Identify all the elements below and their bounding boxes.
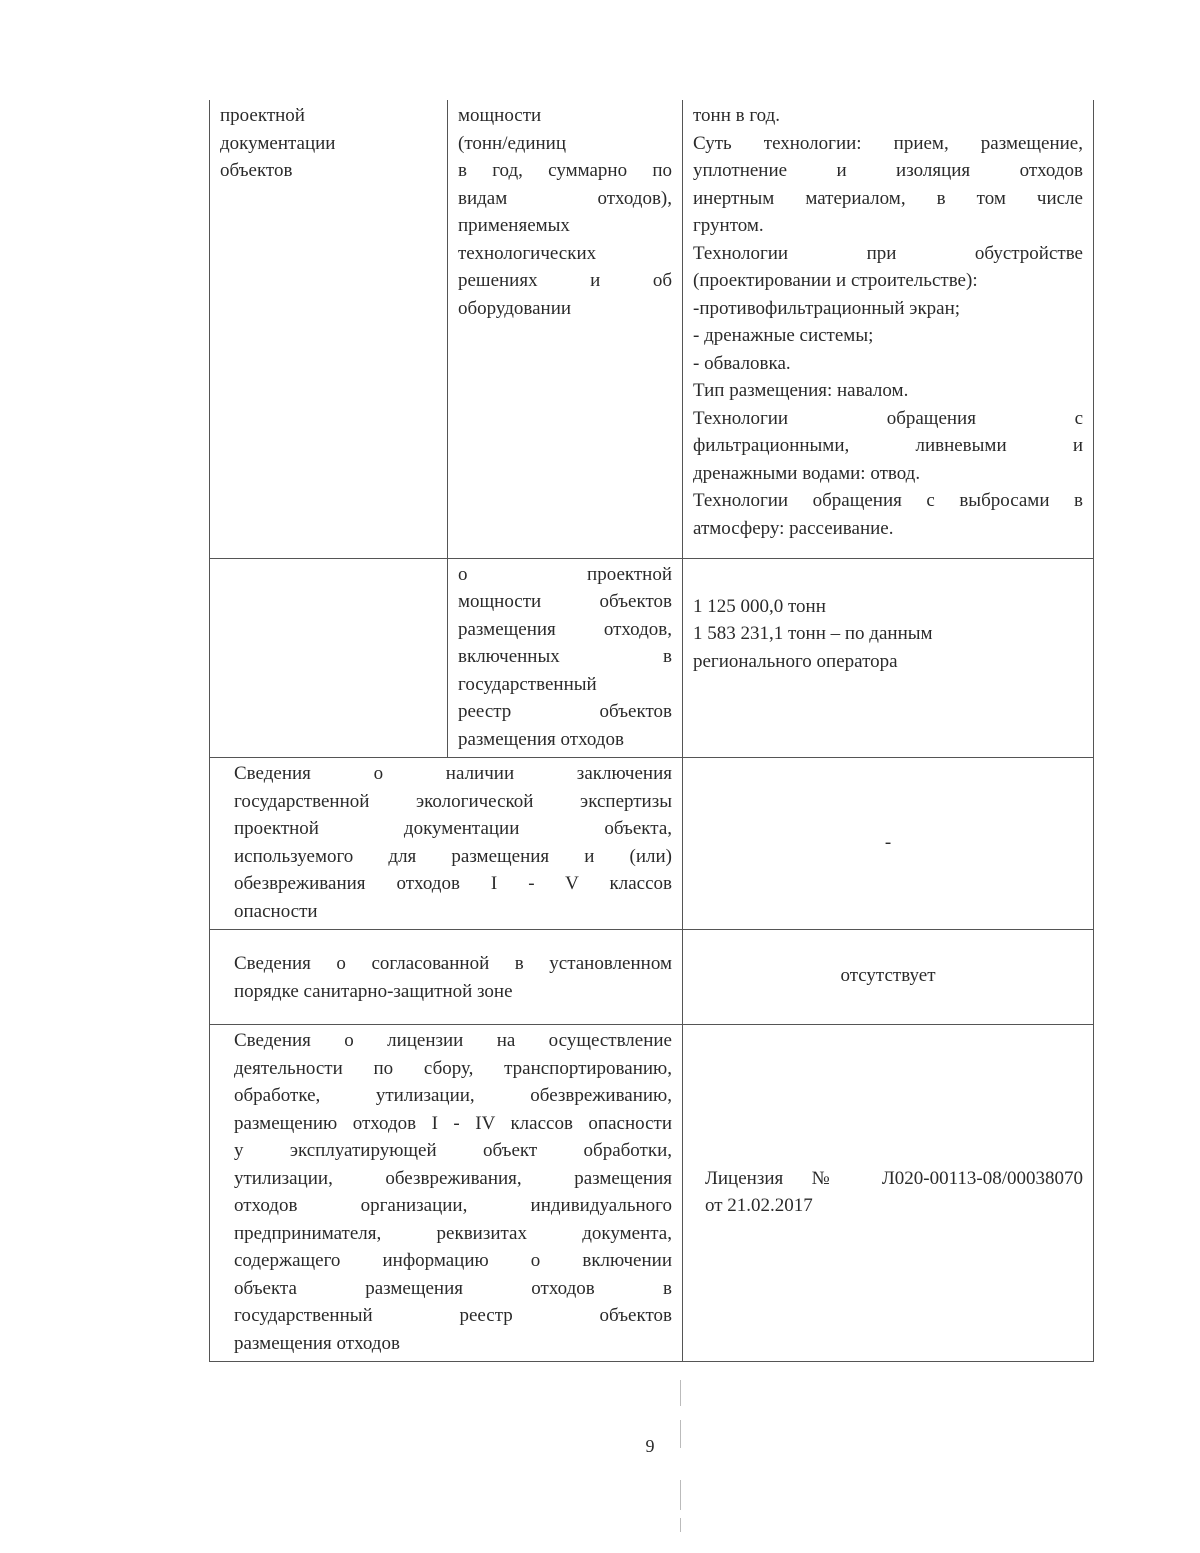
row2-col2-cell <box>448 558 683 758</box>
text-line: государственной экологической экспертизы <box>234 790 672 812</box>
text-line: объекта размещения отходов в <box>234 1277 672 1299</box>
license-number: Лицензия № Л020-00113-08/00038070 <box>705 1167 1083 1189</box>
capacity-value: 1 125 000,0 тонн <box>693 595 826 617</box>
text-line: регионального оператора <box>693 650 898 672</box>
text-line: грунтом. <box>693 215 764 236</box>
text-line: проектной <box>220 105 305 126</box>
text-line: мощности <box>458 105 542 126</box>
text-line: технологических <box>458 242 597 264</box>
text-line: (проектировании и строительстве): <box>693 270 978 291</box>
text-line: Тип размещения: навалом. <box>693 380 909 401</box>
text-line: опасности <box>234 900 318 922</box>
text-line: фильтрационными, ливневыми и <box>693 435 1083 456</box>
text-line: Технологии обращения с <box>693 407 1083 429</box>
text-line: предпринимателя, реквизитах документа, <box>234 1222 672 1244</box>
text-line: дренажными водами: отвод. <box>693 462 921 484</box>
table-row <box>210 1025 1094 1362</box>
row5-label-cell <box>210 1025 683 1362</box>
text-line: о проектной <box>458 563 672 585</box>
text-line: решениях и об <box>458 270 672 291</box>
text-line: порядке санитарно-защитной зоне <box>234 980 513 1002</box>
row1-col2-cell <box>448 100 683 558</box>
text-line: размещения отходов <box>458 728 624 750</box>
text-line: - обваловка. <box>693 352 791 374</box>
row4-label-cell <box>210 930 683 1025</box>
text-line: Сведения о лицензии на осуществление <box>234 1030 672 1051</box>
text-line: мощности объектов <box>458 591 672 612</box>
text-line: Сведения о согласованной в установленном <box>234 953 672 974</box>
row5-value-cell <box>683 1025 1094 1362</box>
text-line: деятельности по сбору, транспортированию, <box>234 1057 672 1079</box>
expertise-value: - <box>884 831 892 853</box>
table-row <box>210 930 1094 1025</box>
table-row <box>210 558 1094 758</box>
text-line: видам отходов), <box>458 187 672 209</box>
table-row <box>210 100 1094 558</box>
text-line: используемого для размещения и (или) <box>234 845 672 867</box>
text-line: Суть технологии: прием, размещение, <box>693 132 1083 154</box>
text-line: реестр объектов <box>458 701 672 722</box>
text-line: включенных в <box>458 646 672 667</box>
row3-value-cell <box>683 758 1094 930</box>
text-line: Технологии при обустройстве <box>693 242 1083 264</box>
text-line: размещения отходов, <box>458 618 672 640</box>
text-line: объектов <box>220 160 293 181</box>
waste-facility-table <box>209 100 1094 1362</box>
row1-col1-cell <box>210 100 448 558</box>
scan-artifact <box>680 1480 681 1510</box>
table-row <box>210 758 1094 930</box>
text-line: государственный реестр объектов <box>234 1305 672 1326</box>
sanitary-zone-value: отсутствует <box>840 965 936 987</box>
text-line: атмосферу: рассеивание. <box>693 517 894 539</box>
text-line: документации <box>220 132 336 154</box>
text-line: - дренажные системы; <box>693 325 874 346</box>
text-line: тонн в год. <box>693 105 781 126</box>
scan-artifact <box>680 1518 681 1532</box>
text-line: обезвреживания отходов I - V классов <box>234 873 672 894</box>
scan-artifact <box>680 1420 681 1448</box>
text-line: утилизации, обезвреживания, размещения <box>234 1167 672 1189</box>
text-line: Сведения о наличии заключения <box>234 763 672 784</box>
row2-col3-cell <box>683 558 1094 758</box>
text-line: в год, суммарно по <box>458 160 672 181</box>
license-date: от 21.02.2017 <box>705 1195 813 1216</box>
text-line: -противофильтрационный экран; <box>693 297 961 319</box>
text-line: размещению отходов I - IV классов опасности <box>234 1112 672 1134</box>
text-line: применяемых <box>458 215 570 236</box>
text-line: содержащего информацию о включении <box>234 1250 672 1271</box>
text-line: инертным материалом, в том числе <box>693 187 1083 209</box>
text-line: проектной документации объекта, <box>234 818 672 839</box>
text-line: уплотнение и изоляция отходов <box>693 160 1083 181</box>
text-line: обработке, утилизации, обезвреживанию, <box>234 1085 672 1106</box>
text-line: государственный <box>458 673 597 695</box>
text-line: отходов организации, индивидуального <box>234 1195 672 1216</box>
row4-value-cell <box>683 930 1094 1025</box>
text-line: оборудовании <box>458 297 572 319</box>
row3-label-cell <box>210 758 683 930</box>
scan-artifact <box>680 1380 681 1406</box>
text-line: у эксплуатирующей объект обработки, <box>234 1140 672 1161</box>
capacity-value: 1 583 231,1 тонн – по данным <box>693 623 933 644</box>
text-line: (тонн/единиц <box>458 132 567 154</box>
row2-col1-cell <box>210 558 448 758</box>
row1-col3-cell <box>683 100 1094 558</box>
page-number: 9 <box>645 1436 655 1456</box>
text-line: Технологии обращения с выбросами в <box>693 490 1083 511</box>
text-line: размещения отходов <box>234 1332 400 1354</box>
